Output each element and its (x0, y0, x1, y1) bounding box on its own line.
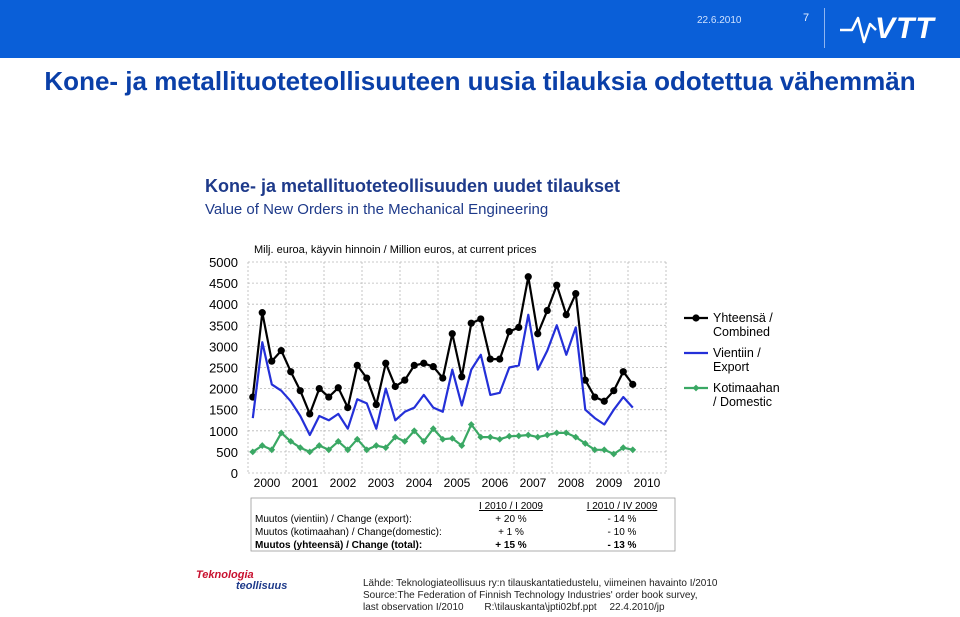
data-point (449, 330, 456, 337)
source-line-1: Lähde: Teknologiateollisuus ry:n tilauskantatiedustelu, viimeinen havainto I/2010 (363, 578, 718, 589)
change-table (251, 498, 675, 551)
data-point (268, 358, 275, 365)
data-point (487, 355, 494, 362)
data-point (316, 385, 323, 392)
order-chart (196, 162, 791, 554)
y-tick-label: 4500 (209, 276, 238, 292)
data-point (297, 387, 304, 394)
data-point (468, 320, 475, 327)
slide-title: Kone- ja metallituoteteollisuuteen uusia tilauksia odotettua vähemmän (44, 66, 916, 96)
x-tick-label: 2007 (519, 476, 547, 490)
legend-label: Export (713, 360, 750, 374)
data-point (553, 282, 560, 289)
legend-label: Kotimaahan (713, 381, 780, 395)
data-point (401, 377, 408, 384)
table-cell: - 10 % (607, 527, 637, 538)
y-tick-label: 3000 (209, 339, 238, 355)
y-tick-label: 2500 (209, 360, 238, 376)
y-tick-label: 1500 (209, 402, 238, 418)
data-point (278, 347, 285, 354)
data-point (392, 383, 399, 390)
vtt-logo-text: VTT (875, 12, 935, 45)
table-cell: - 14 % (607, 514, 637, 525)
data-point (610, 387, 617, 394)
x-tick-label: 2010 (633, 476, 661, 490)
data-point (382, 360, 389, 367)
table-row-label: Muutos (kotimaahan) / Change(domestic): (255, 527, 442, 538)
table-row-label: Muutos (vientiin) / Change (export): (255, 514, 412, 525)
data-point (591, 393, 598, 400)
y-tick-label: 2000 (209, 381, 238, 397)
data-point (515, 324, 522, 331)
y-tick-label: 500 (216, 444, 238, 460)
data-point (477, 315, 484, 322)
chart-ylabel: Milj. euroa, käyvin hinnoin / Million euros, at current prices (254, 244, 537, 256)
data-point (563, 311, 570, 318)
data-point (430, 363, 437, 370)
source-date: 22.4.2010/jp (609, 602, 665, 613)
x-tick-label: 2005 (443, 476, 471, 490)
data-point (420, 360, 427, 367)
data-point (259, 309, 266, 316)
data-point (439, 374, 446, 381)
x-tick-label: 2003 (367, 476, 395, 490)
slide-date: 22.6.2010 (697, 15, 742, 26)
header-bar (0, 0, 960, 58)
brand-line-1: Teknologia (196, 569, 254, 581)
data-point (363, 374, 370, 381)
data-point (373, 401, 380, 408)
data-point (525, 273, 532, 280)
data-point (601, 398, 608, 405)
legend-label: Vientiin / (713, 346, 761, 360)
data-point (572, 290, 579, 297)
teknologiateollisuus-logo (196, 570, 287, 592)
x-tick-label: 2000 (253, 476, 281, 490)
table-cell: - 13 % (607, 540, 637, 551)
legend-marker (692, 314, 699, 321)
data-point (325, 393, 332, 400)
data-point (534, 330, 541, 337)
y-tick-label: 3500 (209, 318, 238, 334)
source-note (363, 578, 718, 614)
y-tick-label: 0 (230, 466, 238, 481)
x-tick-label: 2001 (291, 476, 319, 490)
slide-number: 7 (803, 12, 810, 24)
data-point (344, 404, 351, 411)
y-tick-label: 4000 (209, 297, 238, 313)
x-tick-label: 2004 (405, 476, 433, 490)
legend-label: Yhteensä / (713, 311, 773, 325)
y-tick-label: 5000 (209, 255, 238, 270)
table-col-header: I 2010 / IV 2009 (586, 501, 658, 512)
data-point (620, 368, 627, 375)
data-point (544, 307, 551, 314)
table-col-header: I 2010 / I 2009 (479, 501, 543, 512)
legend-label: Combined (713, 325, 770, 339)
legend-label: / Domestic (713, 395, 773, 409)
header-divider (824, 8, 825, 48)
source-last-observation: last observation I/2010 (363, 602, 464, 613)
data-point (335, 384, 342, 391)
x-tick-label: 2009 (595, 476, 623, 490)
data-point (287, 368, 294, 375)
table-cell: + 1 % (498, 527, 524, 538)
data-point (306, 410, 313, 417)
data-point (496, 355, 503, 362)
x-tick-label: 2006 (481, 476, 509, 490)
x-tick-label: 2002 (329, 476, 357, 490)
data-point (629, 381, 636, 388)
data-point (411, 362, 418, 369)
chart-subtitle: Value of New Orders in the Mechanical Engineering (205, 201, 549, 218)
table-row-label: Muutos (yhteensä) / Change (total): (255, 540, 423, 551)
data-point (458, 373, 465, 380)
source-file-path: R:\tilauskanta\jpti02bf.ppt (484, 602, 597, 613)
table-cell: + 20 % (495, 514, 527, 525)
brand-line-2: teollisuus (236, 580, 288, 592)
source-line-3 (363, 602, 718, 614)
source-line-2: Source:The Federation of Finnish Technology Industries' order book survey, (363, 590, 698, 601)
table-cell: + 15 % (495, 540, 527, 551)
x-tick-label: 2008 (557, 476, 585, 490)
chart-title: Kone- ja metallituoteteollisuuden uudet tilaukset (205, 176, 621, 196)
y-tick-label: 1000 (209, 423, 238, 439)
data-point (506, 328, 513, 335)
data-point (354, 362, 361, 369)
